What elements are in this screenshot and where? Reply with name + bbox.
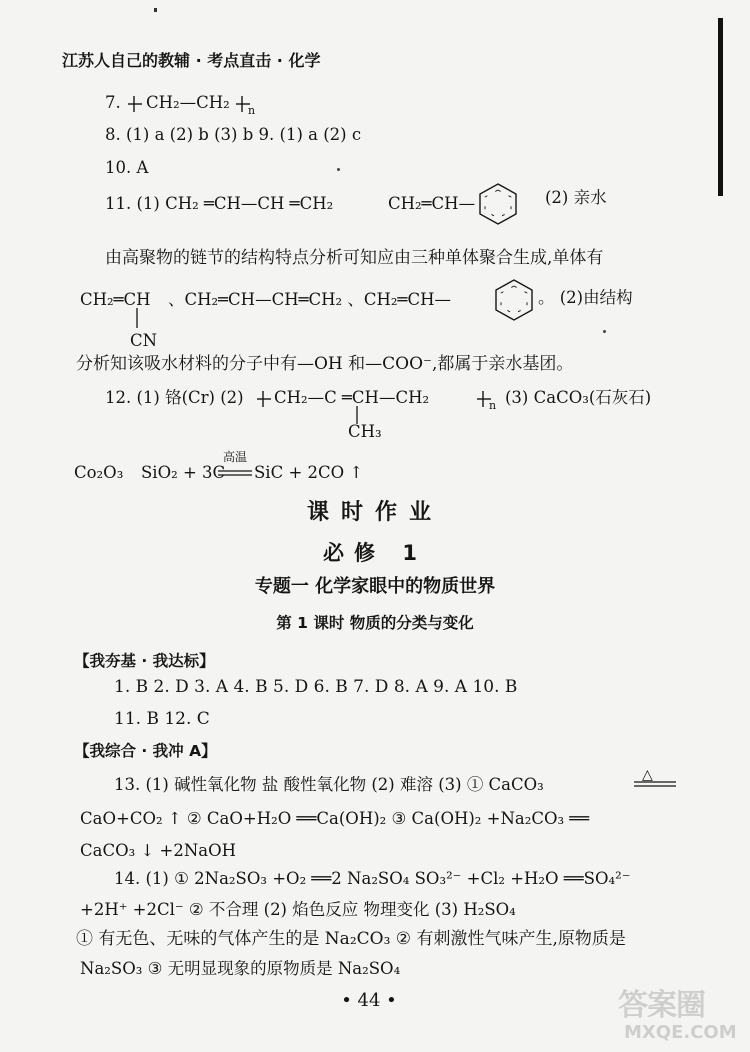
monomer-acrylonitrile: CH₂═CH	[80, 290, 151, 309]
benzene-ring-icon	[493, 278, 535, 322]
answer-14-line3: ① 有无色、无味的气体产生的是 Na₂CO₃ ② 有刺激性气味产生,原物质是	[76, 929, 626, 949]
answer-12-subscript-n: n	[489, 399, 497, 412]
answer-12-part1: 12. (1) 铬(Cr) (2)	[105, 388, 244, 407]
explanation-paragraph-2: 分析知该吸水材料的分子中有—OH 和—COO⁻,都属于亲水基团。	[76, 354, 574, 374]
answer-12-formula: CH₂—C ═CH—CH₂	[274, 388, 430, 407]
answer-13-line1: 13. (1) 碱性氧化物 盐 酸性氧化物 (2) 难溶 (3) ① CaCO₃	[114, 775, 544, 794]
answer-7-formula: CH₂—CH₂	[146, 93, 230, 112]
running-header: 江苏人自己的教辅 · 考点直击 · 化学	[62, 51, 321, 70]
answer-7-subscript-n: n	[248, 104, 256, 117]
section-a-answers-2: 11. B 12. C	[114, 709, 210, 729]
explanation-paragraph-1: 由高聚物的链节的结构特点分析可知应由三种单体聚合生成,单体有	[105, 248, 604, 268]
answer-12-methyl: CH₃	[348, 422, 382, 441]
bond-line	[136, 308, 140, 330]
monomer-cn-group: CN	[130, 331, 158, 350]
answer-8-9: 8. (1) a (2) b (3) b 9. (1) a (2) c	[105, 125, 362, 144]
binding-edge	[718, 18, 723, 196]
section-b-label: 【我综合 · 我冲 A】	[74, 742, 217, 760]
answer-11-part1: 11. (1) CH₂ ═CH—CH ═CH₂	[105, 194, 334, 213]
heat-symbol: △	[642, 767, 653, 783]
answer-11-styrene: CH₂═CH—	[388, 194, 476, 213]
section-a-label: 【我夯基 · 我达标】	[74, 652, 215, 670]
answer-12-part3: (3) CaCO₃(石灰石)	[505, 388, 652, 407]
module-title: 必修 1	[323, 541, 427, 565]
answer-10: 10. A	[105, 158, 149, 177]
answer-12-cobalt-oxide: Co₂O₃	[74, 463, 124, 482]
equals-sign	[634, 781, 676, 789]
topic-title: 专题一 化学家眼中的物质世界	[254, 576, 496, 597]
answer-14-line4: Na₂SO₃ ③ 无明显现象的原物质是 Na₂SO₄	[80, 959, 401, 978]
scan-mark	[154, 8, 157, 12]
section-title: 课时作业	[306, 500, 443, 525]
benzene-ring-icon	[477, 182, 519, 226]
equation-condition: 高温	[223, 450, 248, 464]
answer-14-line2: +2H⁺ +2Cl⁻ ② 不合理 (2) 焰色反应 物理变化 (3) H₂SO₄	[80, 900, 516, 919]
answer-11-part2: (2) 亲水	[545, 188, 607, 207]
equation-right: SiC + 2CO ↑	[254, 463, 364, 482]
answer-13-line3: CaCO₃ ↓ +2NaOH	[80, 841, 237, 860]
speck	[337, 168, 340, 171]
monomers-end: 。 (2)由结构	[538, 288, 633, 307]
answer-13-line2: CaO+CO₂ ↑ ② CaO+H₂O ══Ca(OH)₂ ③ Ca(OH)₂ +Na₂CO₃ ══	[80, 809, 590, 828]
page-number: • 44 •	[341, 990, 397, 1011]
section-a-answers-1: 1. B 2. D 3. A 4. B 5. D 6. B 7. D 8. A 9. A 10. B	[114, 677, 518, 697]
answer-7-label: 7.	[105, 93, 121, 112]
lesson-title: 第 1 课时 物质的分类与变化	[276, 614, 474, 632]
speck	[603, 330, 606, 333]
answer-14-line1: 14. (1) ① 2Na₂SO₃ +O₂ ══2 Na₂SO₄ SO₃²⁻ +Cl₂ +H₂O ══SO₄²⁻	[114, 869, 631, 888]
equation-left: SiO₂ + 3C	[141, 463, 226, 482]
monomers-rest: 、CH₂═CH—CH═CH₂ 、CH₂═CH—	[168, 290, 451, 309]
equals-sign	[218, 470, 252, 478]
watermark-logo: 答案圈 MXQE.COM	[618, 988, 737, 1043]
